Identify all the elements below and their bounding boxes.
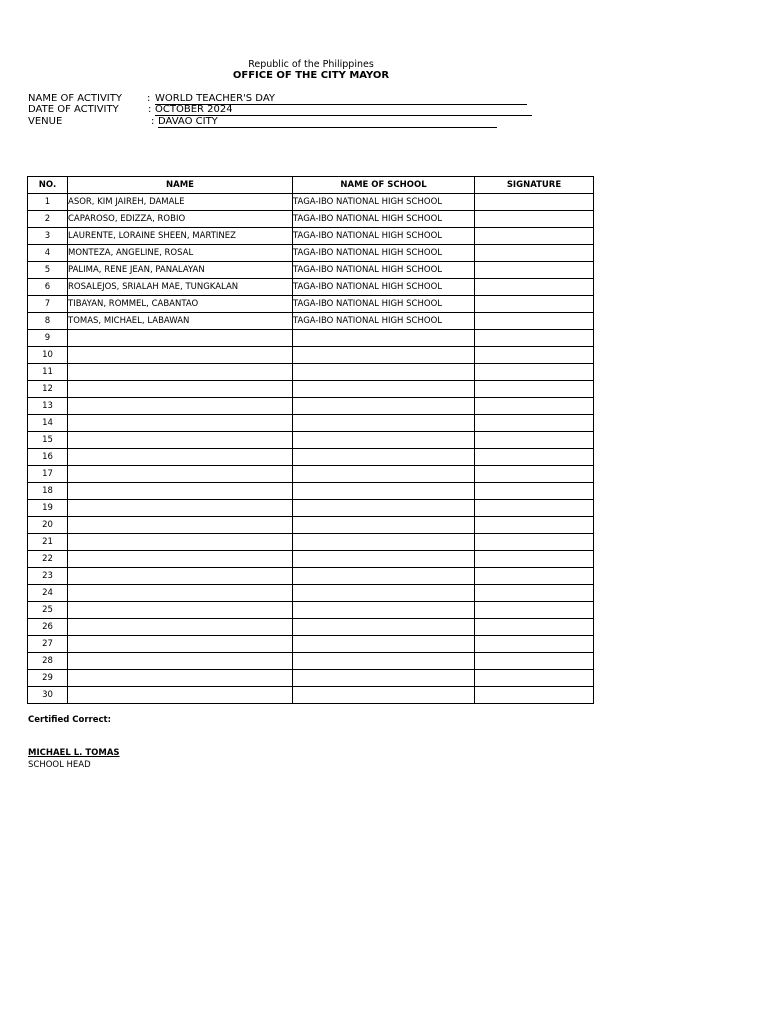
row-school: TAGA-IBO NATIONAL HIGH SCHOOL — [293, 228, 475, 245]
row-name: ASOR, KIM JAIREH, DAMALE — [68, 194, 293, 211]
row-number: 8 — [28, 313, 68, 330]
row-signature — [475, 534, 594, 551]
row-name — [68, 687, 293, 704]
row-name: MONTEZA, ANGELINE, ROSAL — [68, 245, 293, 262]
row-number: 9 — [28, 330, 68, 347]
row-name — [68, 364, 293, 381]
table-row — [28, 194, 594, 211]
row-name: LAURENTE, LORAINE SHEEN, MARTINEZ — [68, 228, 293, 245]
row-name — [68, 415, 293, 432]
row-signature — [475, 517, 594, 534]
row-number: 11 — [28, 364, 68, 381]
row-signature — [475, 551, 594, 568]
header-school: NAME OF SCHOOL — [293, 177, 475, 194]
table-row — [28, 415, 594, 432]
table-row — [28, 670, 594, 687]
row-signature — [475, 432, 594, 449]
row-signature — [475, 245, 594, 262]
row-number: 28 — [28, 653, 68, 670]
venue-value: DAVAO CITY — [158, 116, 497, 128]
row-number: 5 — [28, 262, 68, 279]
table-header-row — [28, 177, 594, 194]
row-school — [293, 364, 475, 381]
row-school — [293, 568, 475, 585]
row-number: 20 — [28, 517, 68, 534]
table-row — [28, 262, 594, 279]
row-number: 4 — [28, 245, 68, 262]
row-name — [68, 500, 293, 517]
table-row — [28, 211, 594, 228]
table-row — [28, 619, 594, 636]
row-name: CAPAROSO, EDIZZA, ROBIO — [68, 211, 293, 228]
table-row — [28, 398, 594, 415]
table-row — [28, 364, 594, 381]
row-signature — [475, 653, 594, 670]
row-school — [293, 415, 475, 432]
row-number: 22 — [28, 551, 68, 568]
table-row — [28, 585, 594, 602]
row-school — [293, 398, 475, 415]
row-number: 2 — [28, 211, 68, 228]
header-no: NO. — [28, 177, 68, 194]
table-row — [28, 483, 594, 500]
row-name — [68, 381, 293, 398]
venue-label: VENUE — [28, 116, 63, 127]
header-signature: SIGNATURE — [475, 177, 594, 194]
row-signature — [475, 262, 594, 279]
row-signature — [475, 279, 594, 296]
attendance-table — [27, 176, 594, 704]
row-name — [68, 347, 293, 364]
row-name: PALIMA, RENE JEAN, PANALAYAN — [68, 262, 293, 279]
table-row — [28, 687, 594, 704]
activity-label: NAME OF ACTIVITY — [28, 93, 122, 104]
table-row — [28, 381, 594, 398]
row-signature — [475, 602, 594, 619]
table-row — [28, 551, 594, 568]
table-row — [28, 279, 594, 296]
table-row — [28, 653, 594, 670]
row-signature — [475, 296, 594, 313]
table-row — [28, 432, 594, 449]
row-signature — [475, 313, 594, 330]
row-school — [293, 432, 475, 449]
row-number: 16 — [28, 449, 68, 466]
row-number: 19 — [28, 500, 68, 517]
row-number: 13 — [28, 398, 68, 415]
table-row — [28, 500, 594, 517]
venue-colon: : — [151, 116, 155, 127]
row-number: 30 — [28, 687, 68, 704]
certified-correct-label: Certified Correct: — [28, 715, 112, 725]
table-body — [28, 194, 594, 704]
row-school — [293, 653, 475, 670]
row-number: 18 — [28, 483, 68, 500]
activity-colon: : — [147, 93, 151, 104]
table-row — [28, 466, 594, 483]
row-name — [68, 432, 293, 449]
row-name — [68, 517, 293, 534]
row-number: 23 — [28, 568, 68, 585]
row-name — [68, 466, 293, 483]
row-school — [293, 347, 475, 364]
row-signature — [475, 568, 594, 585]
row-school — [293, 585, 475, 602]
row-signature — [475, 687, 594, 704]
table-row — [28, 636, 594, 653]
row-name — [68, 551, 293, 568]
row-number: 3 — [28, 228, 68, 245]
row-school — [293, 483, 475, 500]
table-row — [28, 330, 594, 347]
row-school — [293, 670, 475, 687]
row-school — [293, 636, 475, 653]
row-number: 6 — [28, 279, 68, 296]
date-label: DATE OF ACTIVITY — [28, 104, 119, 115]
row-name — [68, 636, 293, 653]
row-school: TAGA-IBO NATIONAL HIGH SCHOOL — [293, 245, 475, 262]
row-number: 26 — [28, 619, 68, 636]
row-school — [293, 330, 475, 347]
row-school: TAGA-IBO NATIONAL HIGH SCHOOL — [293, 279, 475, 296]
row-name — [68, 602, 293, 619]
row-name — [68, 534, 293, 551]
row-name — [68, 619, 293, 636]
table-row — [28, 347, 594, 364]
row-school — [293, 500, 475, 517]
row-signature — [475, 194, 594, 211]
table-row — [28, 517, 594, 534]
row-number: 15 — [28, 432, 68, 449]
row-school: TAGA-IBO NATIONAL HIGH SCHOOL — [293, 194, 475, 211]
row-number: 7 — [28, 296, 68, 313]
school-head-title: SCHOOL HEAD — [28, 760, 91, 770]
row-name — [68, 483, 293, 500]
row-number: 1 — [28, 194, 68, 211]
row-name — [68, 568, 293, 585]
table-row — [28, 602, 594, 619]
row-signature — [475, 381, 594, 398]
row-name — [68, 449, 293, 466]
row-signature — [475, 619, 594, 636]
row-school — [293, 619, 475, 636]
row-school — [293, 449, 475, 466]
office-heading: OFFICE OF THE CITY MAYOR — [232, 70, 390, 81]
row-signature — [475, 500, 594, 517]
row-signature — [475, 449, 594, 466]
row-name: TOMAS, MICHAEL, LABAWAN — [68, 313, 293, 330]
row-signature — [475, 483, 594, 500]
table-row — [28, 245, 594, 262]
row-number: 14 — [28, 415, 68, 432]
row-school: TAGA-IBO NATIONAL HIGH SCHOOL — [293, 262, 475, 279]
row-school — [293, 687, 475, 704]
row-name: TIBAYAN, ROMMEL, CABANTAO — [68, 296, 293, 313]
row-number: 25 — [28, 602, 68, 619]
row-signature — [475, 364, 594, 381]
row-name — [68, 330, 293, 347]
row-number: 24 — [28, 585, 68, 602]
row-signature — [475, 211, 594, 228]
row-school: TAGA-IBO NATIONAL HIGH SCHOOL — [293, 313, 475, 330]
row-school — [293, 381, 475, 398]
republic-heading: Republic of the Philippines — [248, 59, 374, 70]
row-signature — [475, 415, 594, 432]
row-signature — [475, 347, 594, 364]
school-head-name: MICHAEL L. TOMAS — [28, 748, 120, 758]
table-row — [28, 568, 594, 585]
row-number: 29 — [28, 670, 68, 687]
table-row — [28, 534, 594, 551]
row-number: 17 — [28, 466, 68, 483]
row-number: 12 — [28, 381, 68, 398]
row-school: TAGA-IBO NATIONAL HIGH SCHOOL — [293, 296, 475, 313]
row-name — [68, 653, 293, 670]
row-signature — [475, 670, 594, 687]
row-name — [68, 585, 293, 602]
table-row — [28, 449, 594, 466]
row-school: TAGA-IBO NATIONAL HIGH SCHOOL — [293, 211, 475, 228]
row-name — [68, 670, 293, 687]
row-signature — [475, 585, 594, 602]
row-number: 10 — [28, 347, 68, 364]
row-school — [293, 466, 475, 483]
row-name — [68, 398, 293, 415]
row-signature — [475, 330, 594, 347]
table-row — [28, 296, 594, 313]
row-school — [293, 551, 475, 568]
row-signature — [475, 398, 594, 415]
row-number: 21 — [28, 534, 68, 551]
row-signature — [475, 466, 594, 483]
date-colon: : — [148, 104, 152, 115]
row-school — [293, 602, 475, 619]
table-row — [28, 313, 594, 330]
row-signature — [475, 636, 594, 653]
date-value: OCTOBER 2024 — [155, 104, 532, 116]
row-signature — [475, 228, 594, 245]
row-school — [293, 517, 475, 534]
table-row — [28, 228, 594, 245]
row-number: 27 — [28, 636, 68, 653]
activity-value: WORLD TEACHER'S DAY — [155, 93, 527, 105]
header-name: NAME — [68, 177, 293, 194]
row-school — [293, 534, 475, 551]
row-name: ROSALEJOS, SRIALAH MAE, TUNGKALAN — [68, 279, 293, 296]
